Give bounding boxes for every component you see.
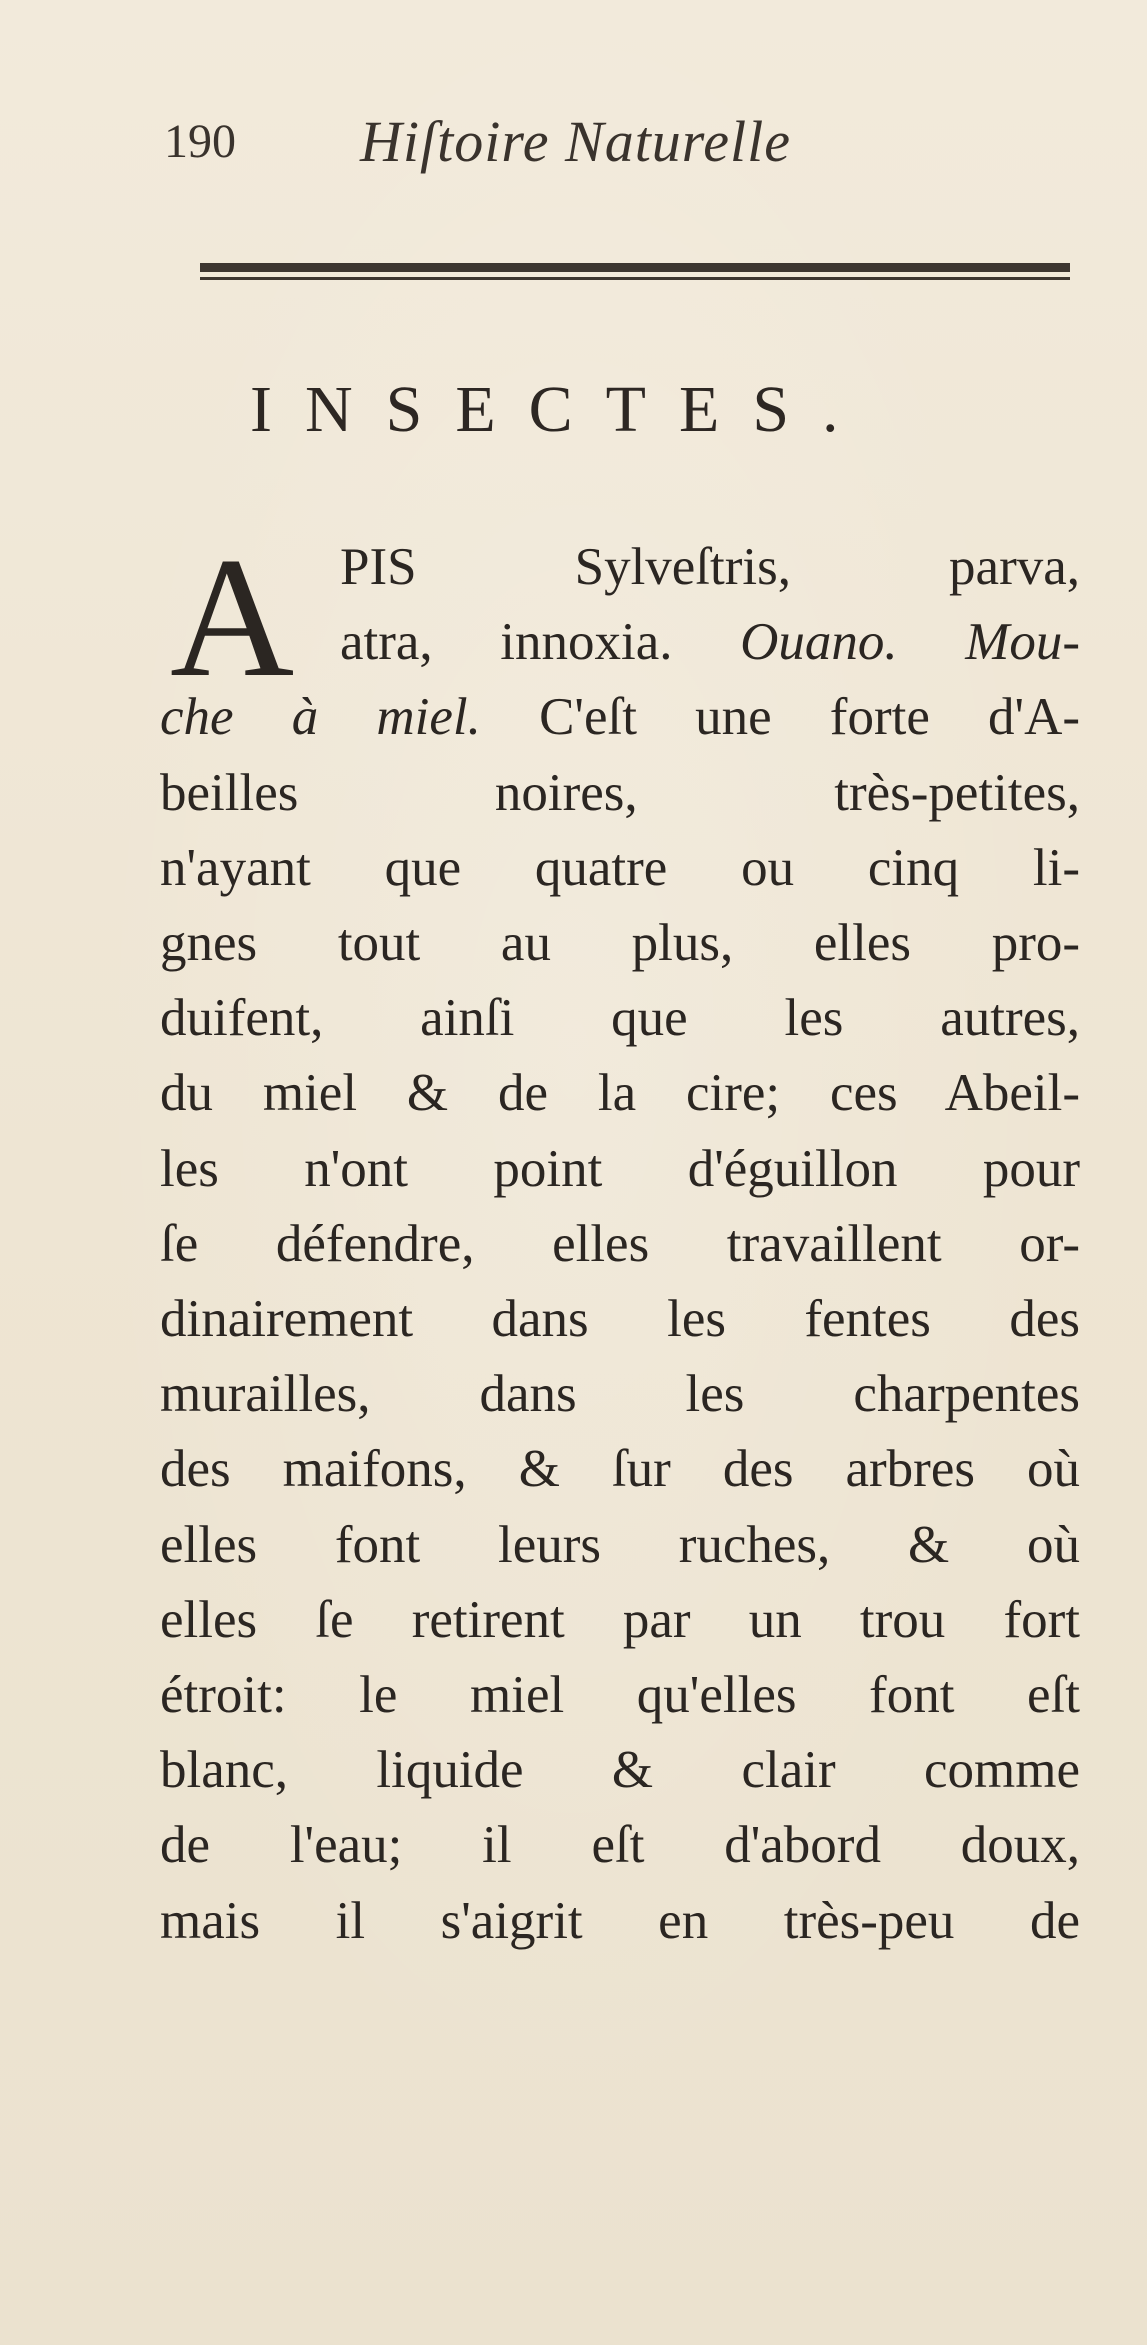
line-italic-text: Ouano. Mou- [740,613,1080,672]
line-roman-text: ſe défendre, elles travaillent or- [160,1214,1080,1273]
line-italic-text: che à miel. [160,688,481,747]
text-line [160,1357,1080,1432]
line-roman-text: gnes tout au plus, elles pro- [160,914,1080,973]
text-line [160,680,1080,755]
running-title: Hiſtoire Naturelle [360,109,791,174]
line-roman-text: beilles noires, très-petites, [160,763,1080,822]
drop-cap: A [170,523,295,713]
section-heading: INSECTES. [250,373,872,446]
line-roman-text: atra, innoxia. [340,613,741,672]
line-roman-text: étroit: le miel qu'elles font eſt [160,1666,1080,1725]
line-roman-text: murailles, dans les charpentes [160,1365,1080,1424]
line-roman-text: elles ſe retirent par un trou fort [160,1590,1080,1649]
text-line [160,1207,1080,1282]
line-roman-text: dinairement dans les fentes des [160,1290,1080,1349]
header-rule-thin [200,277,1070,280]
line-roman-text: blanc, liquide & clair comme [160,1741,1080,1800]
text-line [160,1884,1080,1959]
body-text [160,523,1080,1959]
text-line [160,906,1080,981]
text-line [160,1432,1080,1507]
page-number: 190 [164,115,236,168]
line-roman-text: des maifons, & ſur des arbres où [160,1440,1080,1499]
text-line [160,831,1080,906]
text-line [160,1658,1080,1733]
text-line [160,1808,1080,1883]
line-roman-text: n'ayant que quatre ou cinq li- [160,838,1080,897]
page-header [160,108,1060,188]
line-roman-text: elles font leurs ruches, & où [160,1515,1080,1574]
text-line [160,1583,1080,1658]
text-line [160,1132,1080,1207]
line-roman-text: C'eſt une forte d'A- [480,688,1080,747]
text-line [160,1508,1080,1583]
text-line [160,756,1080,831]
text-line [160,1056,1080,1131]
line-roman-text: de l'eau; il eſt d'abord doux, [160,1816,1080,1875]
line-roman-text: du miel & de la cire; ces Abeil- [160,1064,1080,1123]
text-line [160,530,1080,605]
text-line [160,1282,1080,1357]
text-line [160,605,1080,680]
line-roman-text: PIS Sylveſtris, parva, [340,538,1080,596]
header-rule-thick [200,263,1070,272]
line-roman-text: les n'ont point d'éguillon pour [160,1139,1080,1198]
line-roman-text: duifent, ainſi que les autres, [160,989,1080,1048]
text-line [160,981,1080,1056]
line-roman-text: mais il s'aigrit en très-peu de [160,1891,1080,1950]
text-line [160,1733,1080,1808]
